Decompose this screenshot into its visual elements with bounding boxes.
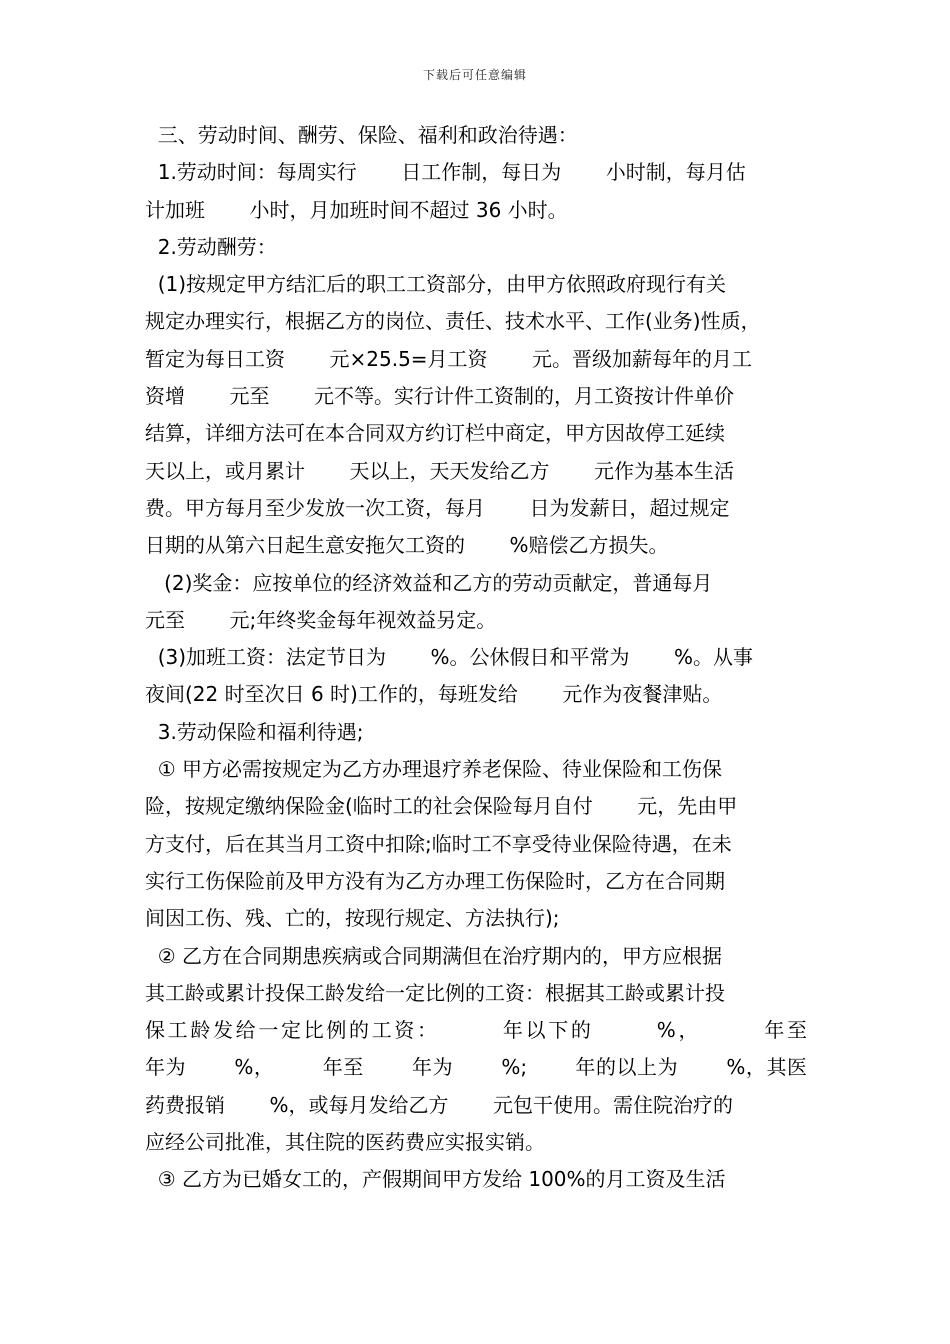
text-line: 费。甲方每月至少发放一次工资，每月 日为发薪日，超过规定 — [145, 495, 730, 520]
text-line: 暂定为每日工资 元×25.5=月工资 元。晋级加薪每年的月工 — [145, 346, 753, 371]
text-line: (1)按规定甲方结汇后的职工工资部分，由甲方依照政府现行有关 — [145, 272, 727, 297]
text-line: (3)加班工资：法定节日为 %。公休假日和平常为 %。从事 — [145, 645, 754, 670]
document-body — [145, 117, 807, 1199]
text-line: ① 甲方必需按规定为乙方办理退疗养老保险、待业保险和工伤保 — [145, 757, 723, 782]
text-line: 实行工伤保险前及甲方没有为乙方办理工伤保险时，乙方在合同期 — [145, 868, 725, 893]
text-line: (2)奖金：应按单位的经济效益和乙方的劳动贡献定，普通每月 — [145, 570, 713, 595]
text-line: 结算，详细方法可在本合同双方约订栏中商定，甲方因故停工延续 — [145, 421, 725, 446]
text-line: 计加班 小时，月加班时间不超过 36 小时。 — [145, 197, 568, 222]
text-line: 3.劳动保险和福利待遇; — [145, 719, 364, 744]
text-line: 方支付，后在其当月工资中扣除;临时工不享受待业保险待遇，在未 — [145, 831, 732, 856]
page-header-watermark: 下载后可任意编辑 — [422, 68, 527, 82]
text-line: 应经公司批准，其住院的医药费应实报实销。 — [145, 1130, 545, 1155]
text-line: 规定办理实行，根据乙方的岗位、责任、技术水平、工作(业务)性质， — [145, 309, 761, 334]
text-line: 三、劳动时间、酬劳、保险、福利和政治待遇： — [145, 123, 578, 147]
text-line: 间因工伤、残、亡的，按现行规定、方法执行); — [145, 906, 560, 931]
text-line: 年为 %， 年至 年为 %; 年的以上为 %，其医 — [145, 1055, 807, 1080]
text-line: 日期的从第六日起生意安拖欠工资的 %赔偿乙方损失。 — [145, 533, 669, 558]
text-line: 资增 元至 元不等。实行计件工资制的，月工资按计件单价 — [145, 384, 735, 409]
text-line: 其工龄或累计投保工龄发给一定比例的工资：根据其工龄或累计投 — [145, 980, 725, 1005]
text-line: 2.劳动酬劳： — [145, 234, 277, 259]
text-line: 险，按规定缴纳保险金(临时工的社会保险每月自付 元，先由甲 — [145, 794, 738, 819]
text-line: 药费报销 %，或每月发给乙方 元包干使用。需住院治疗的 — [145, 1092, 734, 1117]
text-line: 保工龄发给一定比例的工资： 年以下的 %， 年至 — [145, 1018, 807, 1043]
text-line: ② 乙方在合同期患疾病或合同期满但在治疗期内的，甲方应根据 — [145, 943, 723, 968]
text-line: ③ 乙方为已婚女工的，产假期间甲方发给 100%的月工资及生活 — [145, 1167, 726, 1192]
text-line: 夜间(22 时至次日 6 时)工作的，每班发给 元作为夜餐津贴。 — [145, 682, 723, 707]
text-line: 元至 元;年终奖金每年视效益另定。 — [145, 607, 497, 632]
text-line: 天以上，或月累计 天以上，天天发给乙方 元作为基本生活 — [145, 458, 735, 483]
text-line: 1.劳动时间：每周实行 日工作制，每日为 小时制，每月估 — [145, 160, 746, 185]
